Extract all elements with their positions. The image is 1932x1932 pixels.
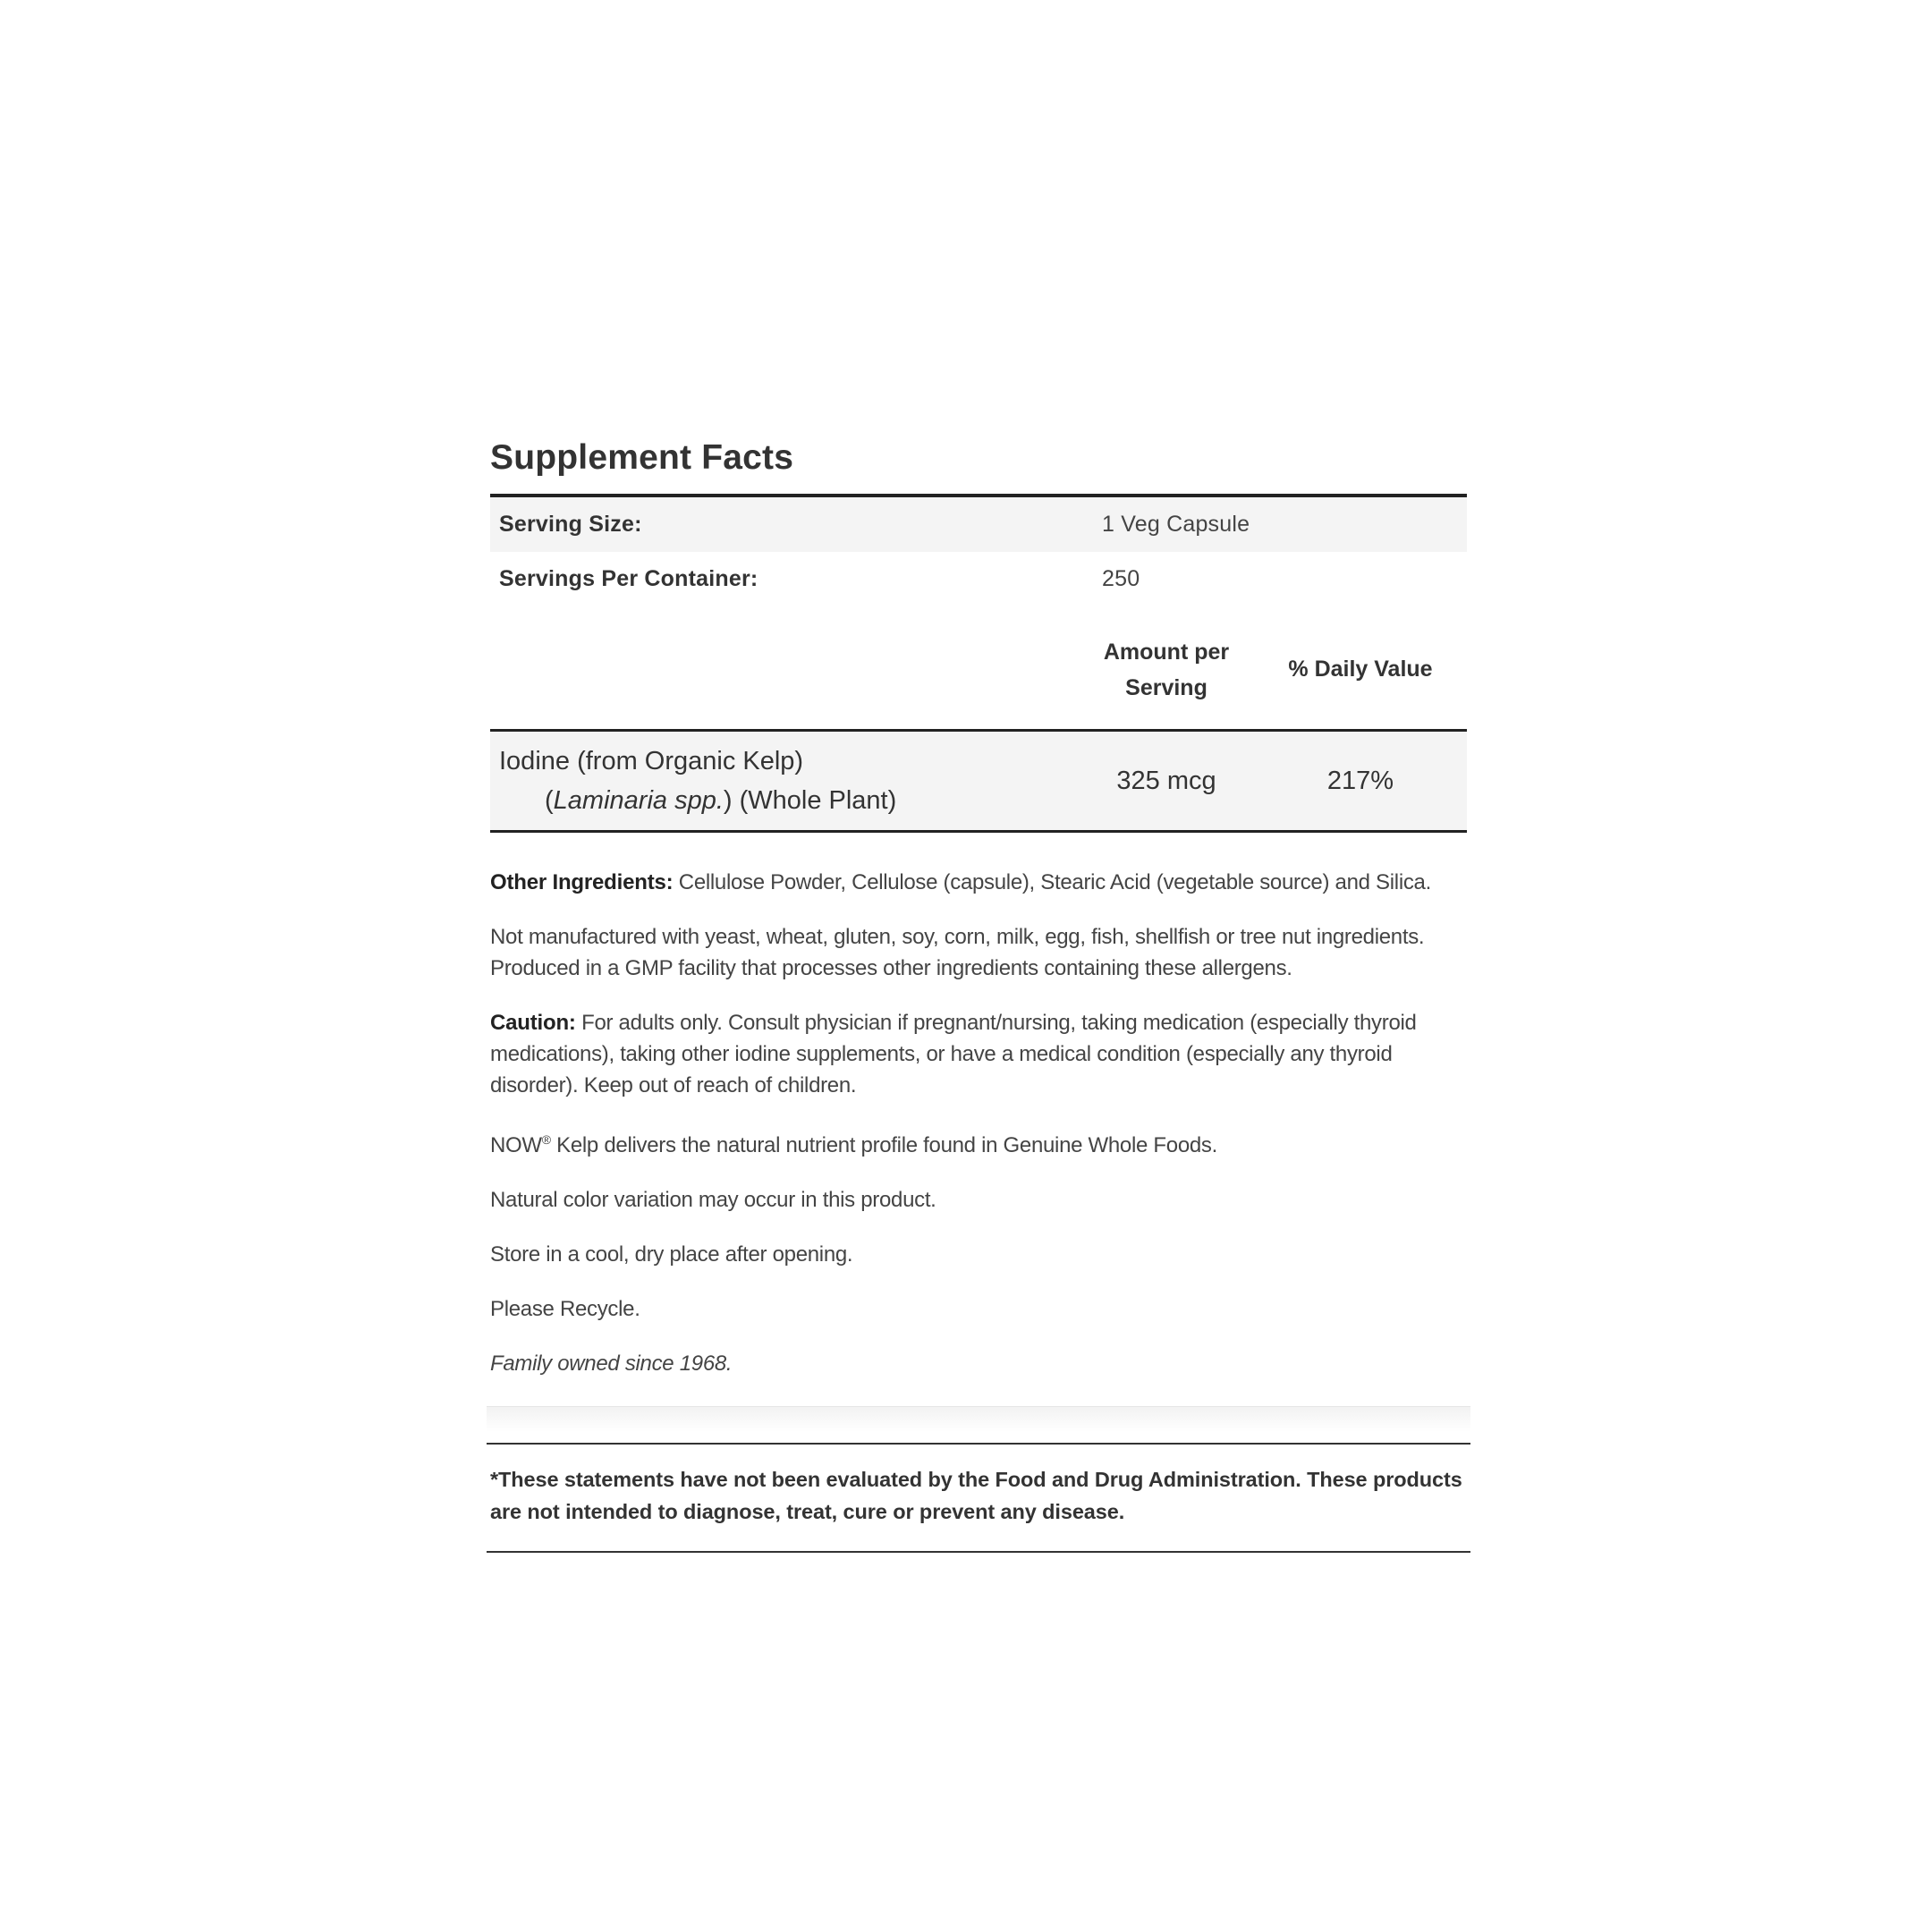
nutrient-name-line2: (Laminaria spp.) (Whole Plant) — [545, 786, 897, 815]
nutrient-amount: 325 mcg — [1116, 766, 1216, 795]
amount-header-line2: Serving — [1125, 674, 1208, 700]
servings-per-container-label: Servings Per Container: — [499, 566, 758, 591]
serving-size-value: 1 Veg Capsule — [1102, 512, 1250, 537]
daily-value-header: % Daily Value — [1288, 657, 1433, 682]
nutrient-species: Laminaria spp. — [553, 786, 724, 815]
table-row — [490, 732, 1467, 830]
nutrient-name — [490, 741, 1079, 820]
servings-per-container-row — [490, 552, 1467, 606]
servings-per-container-value: 250 — [1102, 566, 1140, 591]
recycle-note: Please Recycle. — [490, 1297, 640, 1321]
amount-per-serving-header — [1079, 634, 1254, 706]
table-header-row — [490, 606, 1467, 729]
allergen-statement: Not manufactured with yeast, wheat, gluten, soy, corn, milk, egg, fish, shellfish or tree nut ingredients. Produced in a GMP facility that processes other ingredients containing these allergens. — [490, 925, 1425, 980]
serving-size-row — [490, 497, 1467, 552]
nutrient-name-line1: Iodine (from Organic Kelp) — [499, 747, 804, 775]
fda-disclaimer: *These statements have not been evaluated by the Food and Drug Administration. These products are not intended to diagnose, treat, cure or prevent any disease. — [490, 1468, 1462, 1523]
brand-statement: NOW® Kelp delivers the natural nutrient profile found in Genuine Whole Foods. — [490, 1132, 1218, 1157]
storage-note: Store in a cool, dry place after opening. — [490, 1242, 853, 1267]
section-divider — [487, 1406, 1470, 1432]
serving-size-label: Serving Size: — [499, 512, 642, 537]
family-owned-note: Family owned since 1968. — [490, 1352, 733, 1376]
disclaimer-top-rule — [487, 1443, 1470, 1445]
other-ingredients: Other Ingredients: Cellulose Powder, Cellulose (capsule), Stearic Acid (vegetable source) and Silica. — [490, 870, 1431, 894]
amount-header-line1: Amount per — [1103, 639, 1230, 665]
caution-statement: Caution: For adults only. Consult physician if pregnant/nursing, taking medication (especially thyroid medications), taking other iodine supplements, or have a medical condition (especially any thyroid disorder). Keep out of reach of children. — [490, 1011, 1417, 1097]
disclaimer-bottom-rule — [487, 1551, 1470, 1553]
page-title: Supplement Facts — [490, 438, 794, 477]
notes-section — [490, 867, 1467, 1379]
supplement-facts-panel — [490, 428, 1467, 1402]
nutrient-daily-value: 217% — [1326, 766, 1394, 795]
table-bottom-divider — [490, 830, 1467, 833]
color-variation-note: Natural color variation may occur in this product. — [490, 1188, 936, 1212]
